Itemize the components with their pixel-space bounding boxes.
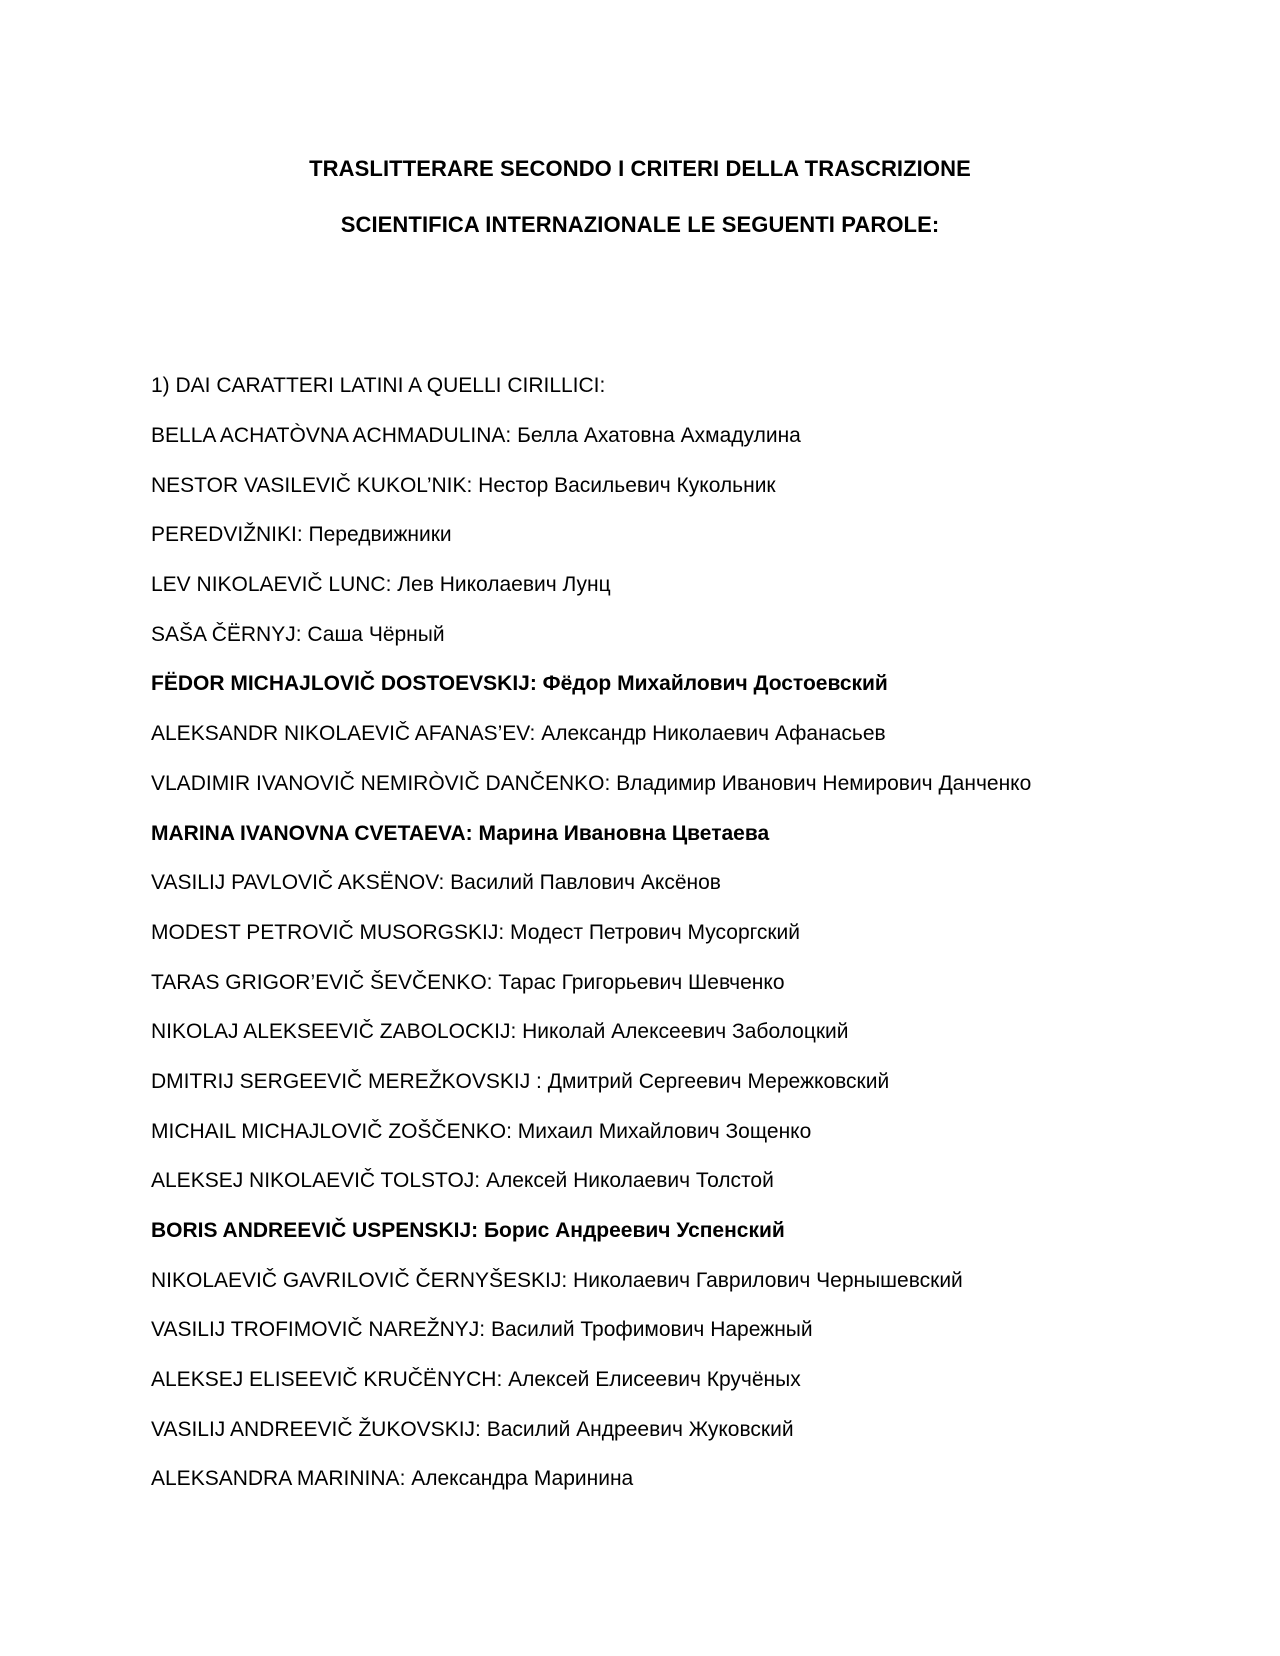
list-item: VLADIMIR IVANOVIČ NEMIRÒVIČ DANČENKO: Владимир Иванович Немирович Данченко [151, 771, 1032, 795]
list-item: VASILIJ PAVLOVIČ AKSËNOV: Василий Павлович Аксёнов [151, 871, 721, 895]
title-line-1: TRASLITTERARE SECONDO I CRITERI DELLA TRASCRIZIONE [309, 156, 971, 181]
list-item: BELLA ACHATÒVNA ACHMADULINA: Белла Ахатовна Ахмадулина [151, 424, 801, 447]
list-item: LEV NIKOLAEVIČ LUNC: Лев Николаевич Лунц [151, 573, 611, 597]
transliteration-list [151, 424, 1031, 1517]
list-item: FËDOR MICHAJLOVIČ DOSTOEVSKIJ: Фёдор Михайлович Достоевский [151, 672, 888, 696]
list-item: ALEKSEJ ELISEEVIČ KRUČËNYCH: Алексей Елисеевич Кручёных [151, 1368, 801, 1392]
list-item: ALEKSANDR NIKOLAEVIČ AFANAS’EV: Александр Николаевич Афанасьев [151, 722, 886, 746]
list-item: TARAS GRIGOR’EVIČ ŠEVČENKO: Тарас Григорьевич Шевченко [151, 970, 785, 994]
list-item: NIKOLAJ ALEKSEEVIČ ZABOLOCKIJ: Николай Алексеевич Заболоцкий [151, 1020, 849, 1044]
list-item: PEREDVIŽNIKI: Передвижники [151, 523, 452, 547]
title-line-2: SCIENTIFICA INTERNAZIONALE LE SEGUENTI PAROLE: [340, 212, 940, 237]
list-item: ALEKSEJ NIKOLAEVIČ TOLSTOJ: Алексей Николаевич Толстой [151, 1169, 774, 1193]
list-item: VASILIJ ANDREEVIČ ŽUKOVSKIJ: Василий Андреевич Жуковский [151, 1417, 794, 1441]
list-item: MODEST PETROVIČ MUSORGSKIJ: Модест Петрович Мусоргский [151, 920, 800, 944]
list-item: DMITRIJ SERGEEVIČ MEREŽKOVSKIJ : Дмитрий Сергеевич Мережковский [151, 1069, 890, 1093]
list-item: NIKOLAEVIČ GAVRILOVIČ ČERNYŠESKIJ: Николаевич Гаврилович Чернышевский [151, 1268, 963, 1292]
section-label: 1) DAI CARATTERI LATINI A QUELLI CIRILLICI: [151, 374, 606, 397]
list-item: MICHAIL MICHAJLOVIČ ZOŠČENKO: Михаил Михайлович Зощенко [151, 1119, 812, 1143]
list-item: NESTOR VASILEVIČ KUKOL’NIK: Нестор Васильевич Кукольник [151, 473, 776, 497]
list-item: SAŠA ČËRNYJ: Саша Чёрный [151, 622, 445, 646]
list-item: VASILIJ TROFIMOVIČ NAREŽNYJ: Василий Трофимович Нарежный [151, 1318, 813, 1342]
list-item: ALEKSANDRA MARININA: Александра Маринина [151, 1467, 634, 1491]
list-item: BORIS ANDREEVIČ USPENSKIJ: Борис Андреевич Успенский [151, 1219, 785, 1242]
list-item: MARINA IVANOVNA CVETAEVA: Марина Ивановна Цветаева [151, 821, 770, 845]
